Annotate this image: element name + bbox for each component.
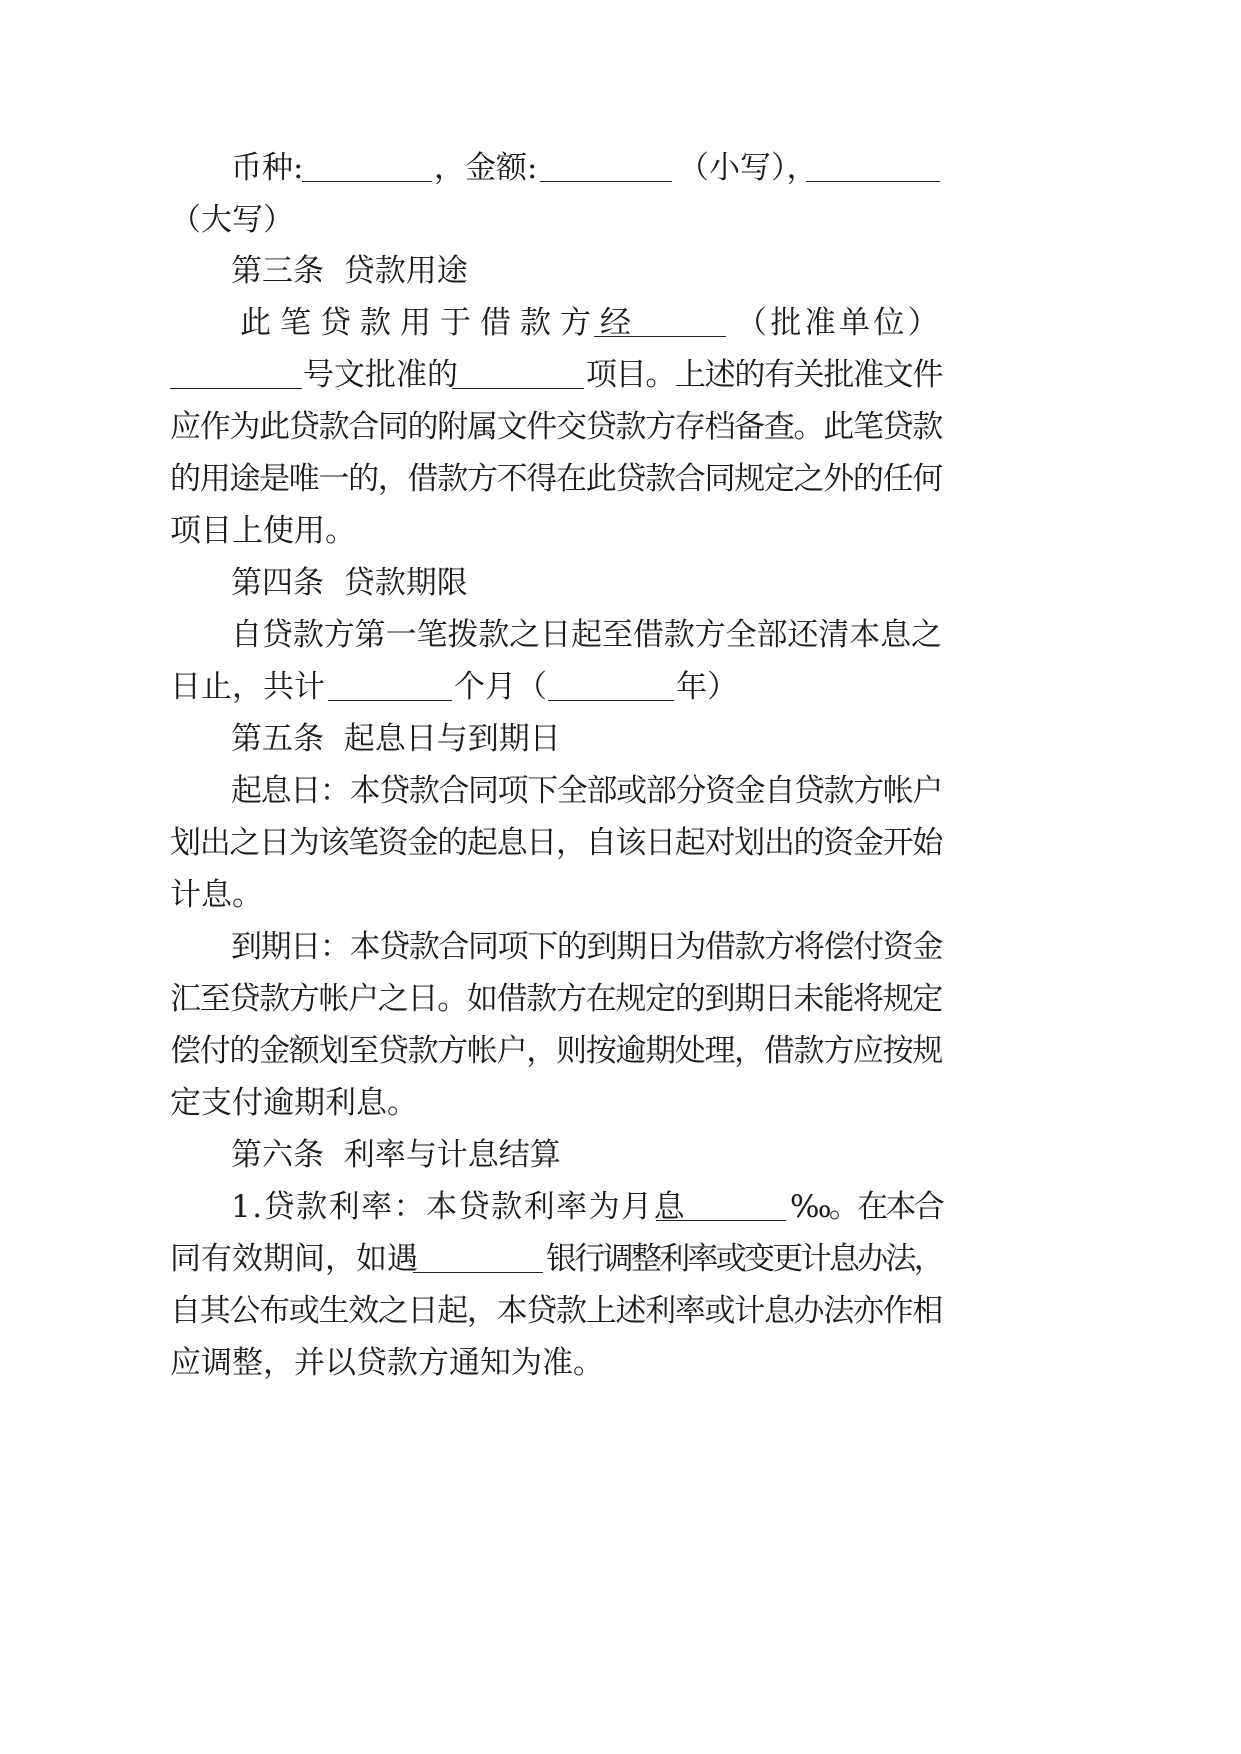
text-line	[0, 1077, 1241, 1129]
text-line	[0, 817, 1241, 869]
text-segment: 日止，共计	[170, 669, 325, 705]
text-segment: 自贷款方第一笔拨款之日起至借款方全部还清本息之	[231, 617, 942, 653]
blank-field	[594, 297, 726, 349]
text-line	[0, 1285, 1241, 1337]
text-line	[0, 453, 1241, 505]
text-line	[0, 297, 1241, 349]
text-segment: 项目上使用。	[170, 513, 356, 549]
text-line	[0, 869, 1241, 921]
text-segment: （大写）	[170, 202, 294, 238]
blank-field	[656, 1181, 786, 1233]
text-line	[0, 1233, 1241, 1285]
text-line	[0, 973, 1241, 1025]
section-heading	[0, 245, 1241, 297]
text-segment: 起息日：本贷款合同项下全部或部分资金自贷款方帐户	[231, 773, 942, 809]
text-segment: 到期日：本贷款合同项下的到期日为借款方将偿付资金	[231, 929, 942, 965]
text-segment: 币种:	[231, 150, 304, 186]
blank-field	[548, 661, 674, 713]
text-line	[0, 1181, 1241, 1233]
text-line	[0, 609, 1241, 661]
text-segment: 第三条 贷款用途	[231, 253, 468, 289]
blank-field	[452, 349, 584, 401]
text-segment: 定支付逾期利息。	[170, 1085, 418, 1121]
text-segment: 汇至贷款方帐户之日。如借款方在规定的到期日未能将规定	[170, 981, 942, 1017]
text-segment: 偿付的金额划至贷款方帐户，则按逾期处理，借款方应按规	[170, 1033, 942, 1069]
blank-field	[540, 142, 672, 194]
text-segment: 银行调整利率或变更计息办法，	[546, 1241, 942, 1277]
text-line	[0, 765, 1241, 817]
text-segment: 自其公布或生效之日起，本贷款上述利率或计息办法亦作相	[170, 1293, 942, 1329]
text-segment: （批准单位）	[736, 305, 942, 341]
text-segment: ，金额:	[434, 150, 538, 186]
text-segment: 第四条 贷款期限	[231, 565, 468, 601]
text-line	[0, 349, 1241, 401]
text-segment: 项目。上述的有关批准文件	[586, 357, 942, 393]
text-line	[0, 505, 1241, 557]
text-segment: 号文批准的	[303, 357, 458, 393]
section-heading	[0, 557, 1241, 609]
blank-field	[302, 142, 432, 194]
text-segment: 1.贷款利率：本贷款利率为月息	[231, 1189, 687, 1225]
text-segment: 同有效期间，如遇	[170, 1241, 418, 1277]
text-segment: 划出之日为该笔资金的起息日，自该日起对划出的资金开始	[170, 825, 942, 861]
section-heading	[0, 1129, 1241, 1181]
text-segment: 第五条 起息日与到期日	[231, 721, 561, 757]
blank-field	[328, 661, 452, 713]
text-segment: 此笔贷款用于借款方经	[240, 305, 640, 341]
text-line	[0, 1337, 1241, 1389]
text-segment: 年）	[676, 669, 738, 705]
section-heading	[0, 713, 1241, 765]
text-line	[0, 142, 1241, 194]
text-line	[0, 661, 1241, 713]
text-segment: （小写），	[678, 150, 818, 186]
blank-field	[806, 142, 940, 194]
text-line	[0, 921, 1241, 973]
text-segment: 应作为此贷款合同的附属文件交贷款方存档备查。此笔贷款	[170, 409, 942, 445]
text-segment: 应调整，并以贷款方通知为准。	[170, 1345, 604, 1381]
text-line	[0, 401, 1241, 453]
text-line	[0, 194, 1241, 246]
blank-field	[413, 1233, 543, 1285]
text-segment: 的用途是唯一的，借款方不得在此贷款合同规定之外的任何	[170, 461, 942, 497]
text-line	[0, 1025, 1241, 1077]
text-segment: 计息。	[170, 877, 263, 913]
text-segment: ‰。在本合	[790, 1189, 942, 1225]
text-segment: 第六条 利率与计息结算	[231, 1137, 561, 1173]
text-segment: 个月（	[454, 669, 547, 705]
blank-field	[170, 349, 302, 401]
